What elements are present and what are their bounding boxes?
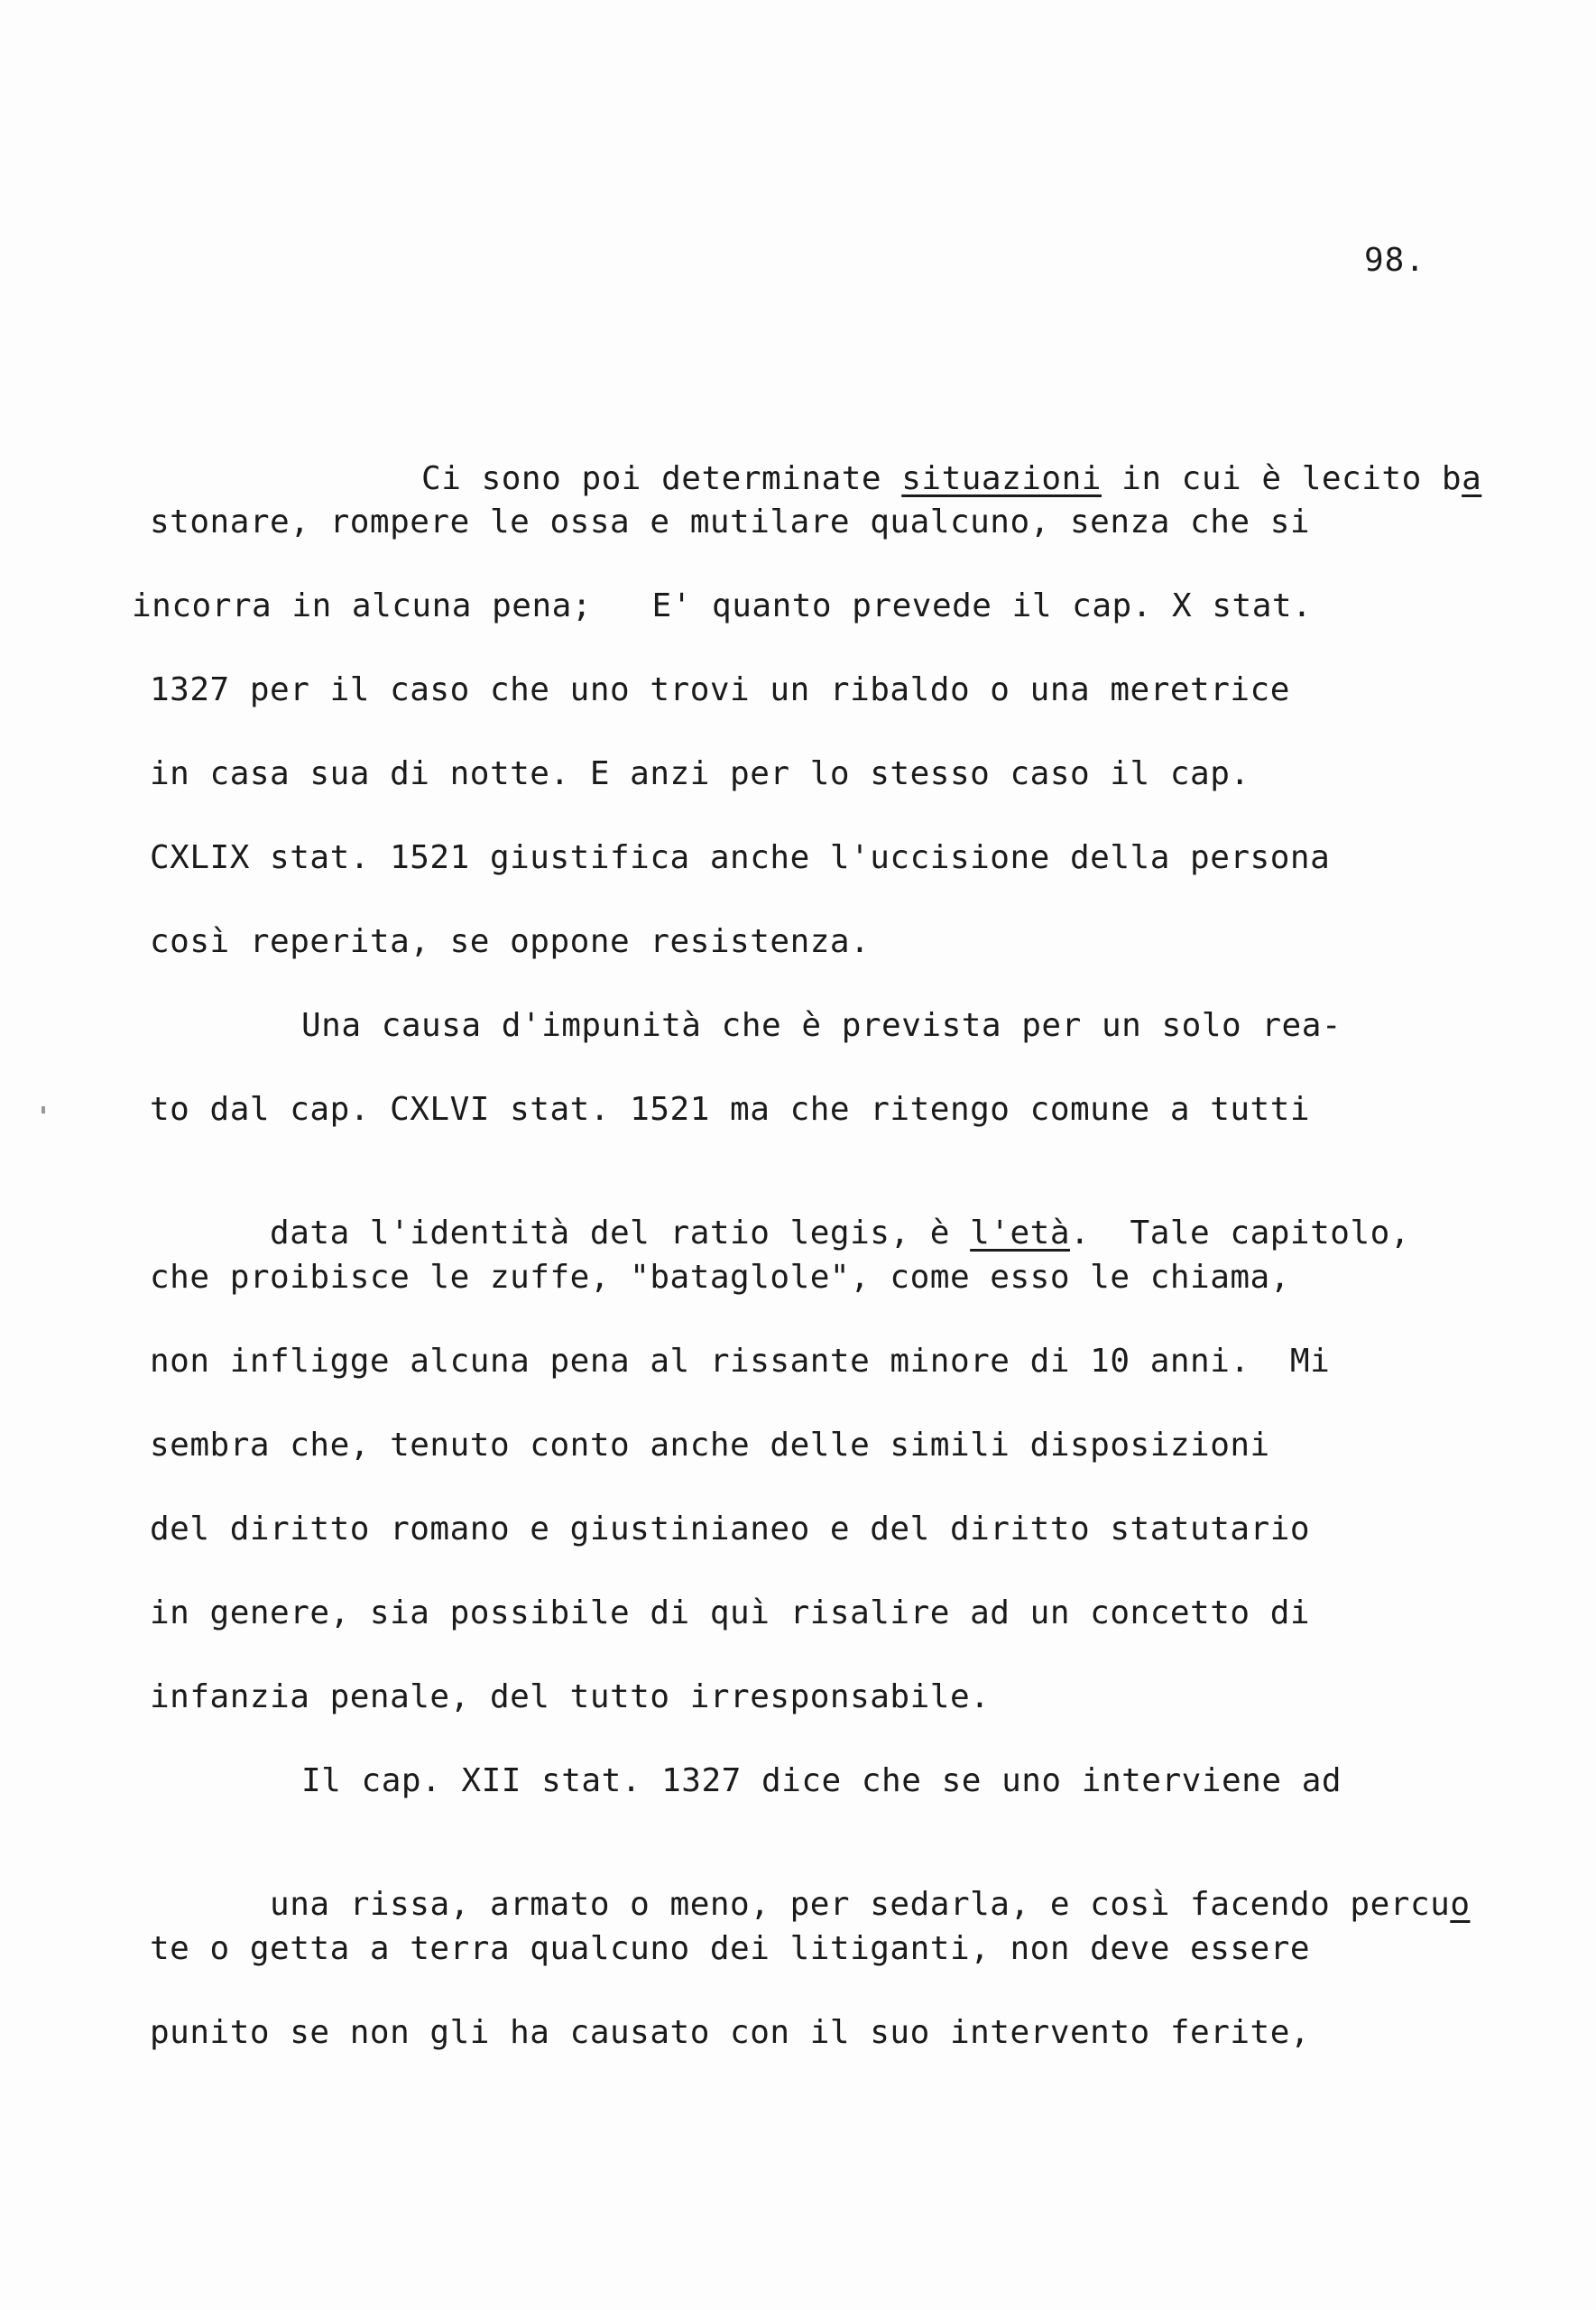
text-line: Una causa d'impunità che è prevista per un solo rea- [301, 1007, 1342, 1044]
text-segment: data l'identità del ratio legis, è [270, 1215, 971, 1252]
text-line: Il cap. XII stat. 1327 dice che se uno interviene ad [301, 1762, 1342, 1799]
text-line: stonare, rompere le ossa e mutilare qualcuno, senza che si [150, 504, 1311, 541]
margin-mark [42, 1106, 45, 1113]
text-line: infanzia penale, del tutto irresponsabile. [150, 1678, 991, 1715]
text-line: sembra che, tenuto conto anche delle simili disposizioni [150, 1427, 1270, 1464]
text-line: incorra in alcuna pena; E' quanto prevede il cap. X stat. [132, 587, 1313, 624]
text-line: così reperita, se oppone resistenza. [150, 923, 871, 960]
text-line: in genere, sia possibile di quì risalire ad un concetto di [150, 1594, 1311, 1631]
underlined-text: l'età [970, 1215, 1071, 1252]
text-segment: in cui è lecito b [1101, 460, 1462, 497]
underlined-text: o [1450, 1886, 1471, 1923]
text-segment: . Tale capitolo, [1070, 1215, 1410, 1252]
text-line: punito se non gli ha causato con il suo intervento ferite, [150, 2014, 1311, 2051]
text-line: 1327 per il caso che uno trovi un ribaldo o una meretrice [150, 671, 1290, 708]
text-line: to dal cap. CXLVI stat. 1521 ma che ritengo comune a tutti [150, 1091, 1311, 1128]
page-number: 98. [1364, 242, 1426, 279]
text-line: che proibisce le zuffe, "bataglole", come esso le chiama, [150, 1259, 1290, 1296]
text-line: del diritto romano e giustinianeo e del diritto statutario [150, 1511, 1311, 1548]
text-segment: Ci sono poi determinate [421, 460, 902, 497]
text-line: te o getta a terra qualcuno dei litiganti, non deve essere [150, 1930, 1311, 1967]
underlined-text: a [1462, 460, 1482, 497]
text-line: CXLIX stat. 1521 giustifica anche l'uccisione della persona [150, 839, 1331, 876]
text-line: non infligge alcuna pena al rissante minore di 10 anni. Mi [150, 1343, 1331, 1380]
text-segment: una rissa, armato o meno, per sedarla, e così facendo percu [270, 1886, 1451, 1923]
underlined-text: situazioni [901, 460, 1102, 497]
text-line: in casa sua di notte. E anzi per lo stesso caso il cap. [150, 755, 1250, 792]
